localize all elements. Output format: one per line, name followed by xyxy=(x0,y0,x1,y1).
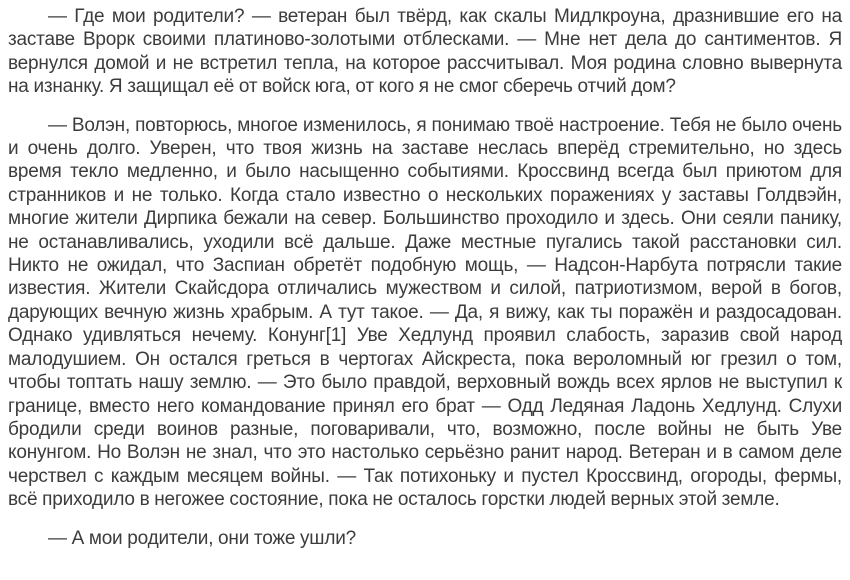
paragraph-dialogue-1: — Где мои родители? — ветеран был твёрд, как скалы Мидлкроуна, дразнившие его на заставе Врорк своими платиново-золотыми отблесками. — Мне нет дела до сантиментов. Я вернулся домой и не встретил тепла, на которое рассчитывал. Моя родина словно вывернута на изнанку. Я защищал её от войск юга, от кого я не смог сберечь отчий дом? xyxy=(8,6,842,98)
paragraph-dialogue-2: — Волэн, повторюсь, многое изменилось, я понимаю твоё настроение. Тебя не было очень и очень долго. Уверен, что твоя жизнь на заставе неслась вперёд стремительно, но здесь время текло медленно, и было насыщенно событиями. Кроссвинд всегда был приютом для странников и не только. Когда стало известно о нескольких поражениях у заставы Голдвэйн, многие жители Дирпика бежали на север. Большинство проходило и здесь. Они сеяли панику, не останавливались, уходили всё дальше. Даже местные пугались такой расстановки сил. Никто не ожидал, что Заспиан обретёт подобную мощь, — Надсон-Нарбута потрясли такие известия. Жители Скайсдора отличались мужеством и силой, патриотизмом, верой в богов, дарующих вечную жизнь храбрым. А тут такое. — Да, я вижу, как ты поражён и раздосадован. Однако удивляться нечему. Конунг[1] Уве Хедлунд проявил слабость, заразив свой народ малодушием. Он остался греться в чертогах Айскреста, пока вероломный юг грезил о том, чтобы топтать нашу землю. — Это было правдой, верховный вождь всех ярлов не выступил к границе, вместо него командование принял его брат — Одд Ледяная Ладонь Хедлунд. Слухи бродили среди воинов разные, поговаривали, что, возможно, после войны не быть Уве конунгом. Но Волэн не знал, что это настолько серьёзно ранит народ. Ветеран и в самом деле черствел с каждым месяцем войны. — Так потихоньку и пустел Кроссвинд, огороды, фермы, всё приходило в негожее состояние, пока не осталось горстки людей верных этой земле. xyxy=(8,114,842,511)
paragraph-dialogue-3: — А мои родители, они тоже ушли? xyxy=(48,527,357,549)
